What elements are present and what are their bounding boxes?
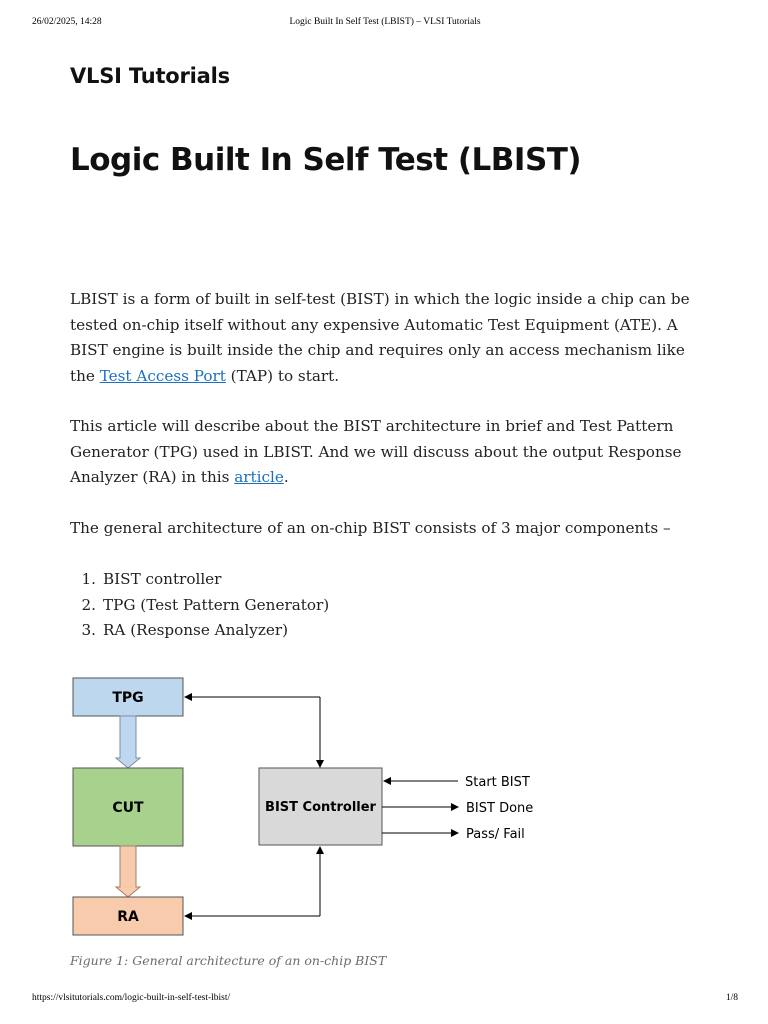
list-item xyxy=(70,618,329,644)
print-page-number: 1/8 xyxy=(725,993,738,1003)
tpg-block xyxy=(73,678,183,716)
article-link[interactable]: article xyxy=(234,468,284,487)
pass-fail-label: Pass/ Fail xyxy=(466,827,525,842)
ra-block xyxy=(73,897,183,935)
cut-block xyxy=(73,768,183,846)
list-number: 1. xyxy=(81,570,96,588)
bist-done-label: BIST Done xyxy=(466,801,534,816)
figure-caption: Figure 1: General architecture of an on-chip BIST xyxy=(70,953,387,968)
print-datetime: 26/02/2025, 14:28 xyxy=(32,17,102,27)
start-bist-label: Start BIST xyxy=(465,775,530,790)
tpg-label: TPG xyxy=(112,690,144,706)
print-url: https://vlsitutorials.com/logic-built-in-self-test-lbist/ xyxy=(32,993,231,1003)
page-title: Logic Built In Self Test (LBIST) xyxy=(70,142,582,178)
list-item xyxy=(70,567,329,593)
architecture-paragraph xyxy=(70,516,690,542)
ra-label: RA xyxy=(117,909,139,925)
cut-to-ra-arrow xyxy=(116,846,140,897)
print-doc-title: Logic Built In Self Test (LBIST) – VLSI Tutorials xyxy=(289,17,481,27)
bist-controller-label: BIST Controller xyxy=(265,800,376,815)
list-text: RA (Response Analyzer) xyxy=(103,621,289,640)
list-text: TPG (Test Pattern Generator) xyxy=(103,595,330,614)
list-number: 2. xyxy=(81,595,96,614)
overview-text-start: This article will describe about the BIST architecture in brief and Test Pattern Generator (TPG) used in LBIST. And we will discuss about the output Response Analyzer (RA) in this xyxy=(70,417,682,487)
bist-controller-block xyxy=(259,768,382,845)
site-title[interactable]: VLSI Tutorials xyxy=(70,64,230,88)
components-list xyxy=(70,567,329,644)
tpg-to-cut-arrow xyxy=(116,716,140,768)
intro-text-end: (TAP) to start. xyxy=(225,366,340,385)
intro-text-start: LBIST is a form of built in self-test (BIST) in which the logic inside a chip can be tested on-chip itself without any expensive Automatic Test Equipment (ATE). A BIST engine is built inside the chip and requires only an access mechanism like the xyxy=(70,290,690,385)
architecture-text: The general architecture of an on-chip BIST consists of 3 major components – xyxy=(70,519,671,537)
list-number: 3. xyxy=(81,621,96,640)
print-header xyxy=(32,17,738,31)
intro-paragraph xyxy=(70,287,690,389)
print-footer xyxy=(32,993,738,1007)
test-access-port-link[interactable]: Test Access Port xyxy=(99,366,226,385)
bist-architecture-diagram xyxy=(60,668,560,943)
cut-label: CUT xyxy=(112,800,144,816)
list-text: BIST controller xyxy=(103,570,222,588)
list-item xyxy=(70,593,329,619)
overview-text-end: . xyxy=(283,468,289,487)
article-overview-paragraph xyxy=(70,414,690,491)
